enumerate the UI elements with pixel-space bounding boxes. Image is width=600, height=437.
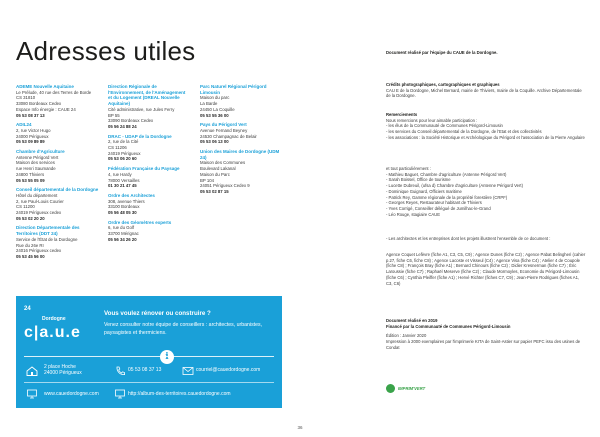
list-item: - les associations : la Société Historique et Archéologique du Périgord et l'association de la Pierre Angulaire	[386, 134, 585, 140]
organization-name: Ordre des Architectes	[108, 192, 155, 198]
cta-heading: Vous voulez rénover ou construire ?	[104, 310, 211, 317]
address-line: Espace Info énergie : CAUE 24	[16, 106, 76, 112]
phone-number: 05 53 06 13 00	[200, 139, 229, 145]
address-line: 33080 Bordeaux Cedex	[16, 101, 62, 107]
phone-number: 05 56 34 26 20	[108, 236, 137, 242]
doc-label: Document réalisé par l'équipe du CAUE de la Dordogne.	[386, 50, 498, 55]
monitor-icon	[114, 389, 126, 399]
imprim-vert-logo	[386, 384, 425, 393]
thanks-intro: Nous remercions pour leur aimable participation :	[386, 117, 478, 123]
phone-number: 05 53 06 20 60	[108, 156, 137, 162]
phone-number: 05 53 02 20 20	[16, 215, 45, 221]
caue-contact-panel	[16, 296, 282, 408]
email-link[interactable]: courriel@cauedordogne.com	[196, 367, 261, 373]
address-line: BP 55	[108, 112, 120, 118]
address-entry	[200, 149, 284, 195]
address-line: CS 31810	[16, 95, 36, 101]
address-line: rue Henri Saumande	[16, 166, 56, 172]
address-line: 308, avenue Thiers	[108, 198, 145, 204]
phone-number: 05 53 02 87 15	[200, 188, 229, 194]
monitor-icon	[26, 389, 38, 399]
address-entry	[108, 84, 190, 130]
address-line: Avenue Fernand Beyney	[200, 127, 248, 133]
list-item: - Léo Rouge, stagiaire CAUE	[386, 211, 440, 217]
address-line: CS 11206	[108, 145, 127, 151]
address-block	[44, 364, 82, 376]
address-line: 2, rue de la Cité	[108, 139, 139, 145]
phone-number: 05 53 08 37 13	[16, 112, 45, 118]
owners-text: - Les architectes et les entreprises dont les projets illustrent l'ensemble de ce document :	[386, 236, 551, 241]
address-line: Maison du Parc	[200, 171, 230, 177]
address-entry	[200, 84, 284, 118]
phone-icon	[114, 366, 126, 376]
credits-text: CAU E de la Dordogne, Michel Bernard, mairie de Thiviers, mairie de la Coquille. Archive Départementale de la Dordogne.	[386, 87, 582, 99]
album-link[interactable]: http://album-des-territoires.cauedordogne.com	[128, 391, 231, 397]
list-item: - Yves Corrigé, Conseiller délégué de Jumilhac-le-Grand	[386, 205, 491, 211]
address-line: 33090 Bordeaux Cedex	[108, 118, 154, 124]
list-item: - Sarah Boissel, Office de tourisme	[386, 177, 451, 183]
address-line: Maison des services	[16, 160, 55, 166]
list-item: - Lucette Dubreuil, (ufsa d) Chambre d'agriculture (Antenne Périgord Vert)	[386, 183, 523, 189]
address-entry	[16, 84, 100, 118]
organization-name: Union des Maires de Dordogne (UDM 24)	[200, 149, 280, 160]
organization-name: Conseil départemental de la Dordogne	[16, 187, 99, 193]
address-line-1: 2 place Hoche	[44, 364, 76, 370]
address-column-1	[16, 84, 100, 264]
address-line: 24016 Périgueux cedex	[16, 248, 62, 254]
info-icon: i	[160, 350, 174, 364]
address-line: 6, rue du Golf	[108, 225, 135, 231]
phone-number: 05 56 48 05 30	[108, 210, 137, 216]
address-line: Service de l'État de la Dordogne	[16, 236, 78, 242]
document-credit	[386, 50, 586, 56]
print-info: Impression à 2000 exemplaires par l'imprimerie KITA de Saint-Astier sur papier PEFC issu des usines de Condat	[386, 339, 581, 350]
list-item: - Mathieu Baguet, Chambre d'agriculture (Antenne Périgord Vert)	[386, 171, 507, 177]
address-line: 24000 Périgueux	[16, 133, 49, 139]
publication-section	[386, 318, 586, 351]
phone-number: 05 53 55 36 00	[200, 112, 229, 118]
address-entry	[200, 122, 284, 145]
owners-section	[386, 236, 586, 242]
address-line: Antenne Périgord Vert	[16, 154, 59, 160]
address-column-2	[108, 84, 190, 247]
agencies-section	[386, 252, 586, 286]
organization-name: Direction Régionale de l'Environnement, de l'Aménagement et du Logement (DREAL Nouvelle Aquitaine)	[108, 84, 186, 107]
address-line: Hôtel du département	[16, 192, 58, 198]
address-line: 24450 La Coquille	[200, 106, 235, 112]
address-line: BP 104	[200, 177, 215, 183]
divider	[24, 356, 274, 357]
address-line: 24800 Thiviers	[16, 171, 45, 177]
organization-name: ADIL24	[16, 122, 32, 128]
caue-logo	[24, 306, 84, 350]
address-line-2: 24000 Périgueux	[44, 370, 82, 376]
phone-link[interactable]: 05 53 08 37 13	[128, 367, 162, 373]
address-line: CS 11200	[16, 204, 35, 210]
thanks-section	[386, 112, 586, 141]
list-item: - les élus de la Communauté de Communes Périgord-Limousin	[386, 123, 503, 129]
address-entry	[16, 149, 100, 183]
mail-icon	[182, 366, 194, 376]
website-link[interactable]: www.cauedordogne.com	[44, 391, 99, 397]
organization-name: DRAC - UDAP de la Dordogne	[108, 133, 172, 139]
logo-department: Dordogne	[42, 316, 66, 322]
logo-wordmark: c|a.u.e	[24, 324, 81, 341]
address-line: Boulevard Lakanal	[200, 166, 236, 172]
people-section	[386, 166, 586, 217]
address-entry	[108, 166, 190, 189]
address-entry	[16, 122, 100, 145]
credits-title: Crédits photographiques, cartographiques et graphiques	[386, 82, 500, 87]
agencies-text: Agence Coquet Lefèvre (fiche A1, C3, C5, C9) ; Agence Dunes (fiche C2) ; Agence Pabat Belingheri (cahier p.27, fiche C6, fiche C8) ; Agence Lacoste et Visseul (C4) ; Agence Visa (fiche C4) ; Atelier 4 de Coupole (fiche C8) ; François Bray (fiche A1) ; Bernard Chinours (fiche C2) ; Didier Kresnerman (fiche C7) ; Éric Laroussie (fiche C7) ; Raphaël Meserve (fiche C2) ; Claude Mormoyles, Economie du Périgord-Limousin (fiche C6) ; Cynthia Pleiffer (fiche A1) ; Hervé Richter (fiches C7, C9) ; Jean-Pierre Rodrigues (fiches A1, C3, C6)	[386, 252, 586, 286]
address-line: 33100 Bordeaux	[108, 204, 140, 210]
address-column-3	[200, 84, 284, 199]
list-item: - Dominique Guignard, Officiers maritime	[386, 188, 462, 194]
organization-name: Pays du Périgord Vert	[200, 122, 247, 128]
divider	[24, 382, 274, 383]
edition: Édition : Janvier 2020	[386, 333, 427, 339]
address-line: Cité administrative, rue Jules Ferry	[108, 106, 175, 112]
published-title: Document réalisé en 2019	[386, 318, 438, 323]
logo-number: 24	[24, 306, 31, 312]
phone-number: 01 30 21 47 45	[108, 183, 137, 189]
address-line: Le Prélude, 40 rue des Terres de Borde	[16, 89, 92, 95]
address-line: La Barde	[200, 101, 218, 107]
address-line: 24530 Champagnac de Belair	[200, 133, 257, 139]
address-line: 78000 Versailles	[108, 177, 140, 183]
organization-name: Fédération Française du Paysage	[108, 166, 180, 172]
list-item: - Patrick Rey, Gamme régionale de la propriété forestière (CRPF)	[386, 194, 508, 200]
phone-number: 05 56 24 88 24	[108, 123, 137, 129]
phone-number: 05 53 09 89 89	[16, 139, 45, 145]
phone-number: 05 53 45 56 00	[16, 253, 45, 259]
organization-name: Ordre des Géomètres experts	[108, 219, 172, 225]
phone-number: 05 53 55 05 09	[16, 177, 45, 183]
page-title: Adresses utiles	[16, 36, 196, 66]
imprim-label: IMPRIM'VERT	[398, 386, 426, 391]
address-entry	[16, 187, 100, 221]
organization-name: Parc Naturel Régional Périgord Limousin	[200, 84, 267, 95]
organization-name: Chambre d'Agriculture	[16, 149, 65, 155]
address-line: 24019 Périgueux	[108, 150, 141, 156]
credits-section	[386, 82, 586, 99]
address-line: Maison du parc	[200, 95, 230, 101]
list-item: - les services du Conseil départemental de la Dordogne, de l'Etat et des collectivités	[386, 129, 542, 135]
thanks-title: Remerciements	[386, 112, 418, 117]
address-line: 24019 Périgueux cedex	[16, 210, 62, 216]
address-entry	[16, 225, 100, 259]
people-intro: et tout particulièrement :	[386, 166, 431, 171]
address-line: 2, rue Paul-Louis Courier	[16, 198, 64, 204]
leaf-icon	[386, 384, 395, 393]
address-entry	[108, 193, 190, 216]
address-line: Maison des Communes	[200, 160, 246, 166]
list-item: - Georges Reyes, Restaurateur habitant de Thiviers	[386, 200, 482, 206]
thanks-list	[386, 123, 586, 140]
address-entry	[108, 220, 190, 243]
address-line: 4, rue Hardy	[108, 171, 132, 177]
published-sub: Financé par la Communauté de Communes Périgord-Limousin	[386, 323, 511, 329]
page-number: 36	[297, 425, 303, 430]
organization-name: Direction Départementale des Territoires (DDT 24)	[16, 225, 80, 237]
people-list	[386, 172, 586, 218]
address-line: 24051 Périgueux Cedex 9	[200, 183, 250, 189]
address-line: 33700 Mérignac	[108, 231, 139, 237]
cta-body: Venez consulter notre équipe de conseillers : architectes, urbanistes, paysagistes et thermiciens.	[104, 322, 263, 336]
home-icon	[26, 366, 38, 376]
address-line: Rue du 26e RI	[16, 242, 44, 248]
address-entry	[108, 134, 190, 163]
address-line: 2, rue Victor Hugo	[16, 127, 51, 133]
organization-name: ADEME Nouvelle Aquitaine	[16, 84, 74, 89]
